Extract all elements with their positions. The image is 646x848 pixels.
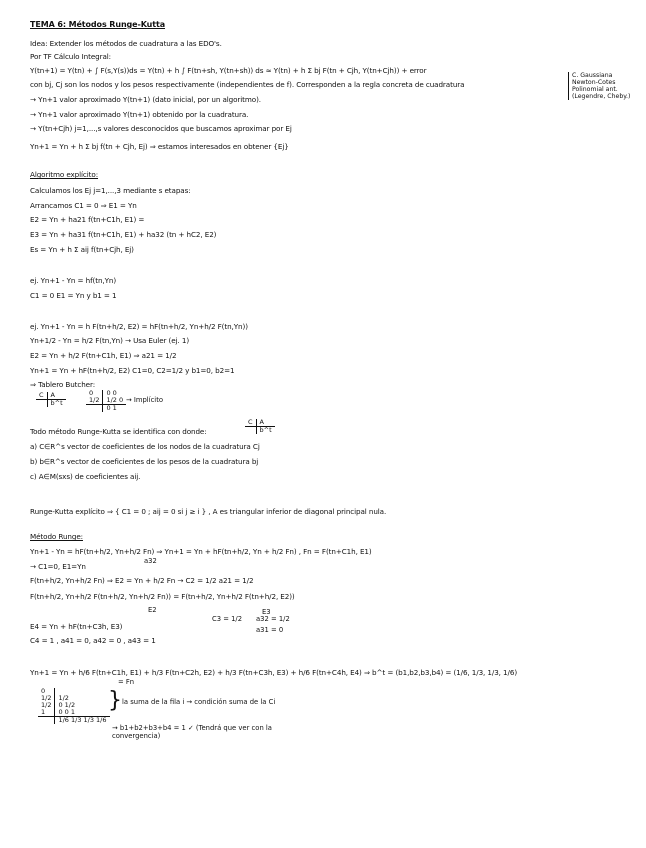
annot-a31v: a31 = 0 xyxy=(256,626,284,634)
note-line: con bj, Cj son los nodos y los pesos respectivamente (independientes de f). Corresponden a la regla concreta de cuadratura xyxy=(30,80,465,89)
note-line: E4 = Yn + hF(tn+C3h, E3) xyxy=(30,622,123,631)
tableau-bt: b^t xyxy=(256,427,275,435)
butcher-tableau-generic-2 xyxy=(245,419,275,434)
note-line: ⇒ Tablero Butcher: xyxy=(30,380,96,389)
annot-c3: C3 = 1/2 xyxy=(212,615,243,623)
rk4-sum-note: la suma de la fila i → condición suma de la Ci xyxy=(122,698,276,706)
tableau-cell: 0 1 xyxy=(103,405,126,413)
note-line: Todo método Runge-Kutta se identifica con donde: xyxy=(30,427,207,436)
note-line: Y(tn+1) = Y(tn) + ∫ F(s,Y(s))ds = Y(tn) + h ∫ F(tn+sh, Y(tn+sh)) ds ≈ Y(tn) + h Σ bj F(tn + Cjh, Y(tn+Cjh)) + error xyxy=(30,66,427,75)
note-line: E3 = Yn + ha31 f(tn+C1h, E1) + ha32 (tn + hC2, E2) xyxy=(30,230,217,239)
note-line: ej. Yn+1 - Yn = hf(tn,Yn) xyxy=(30,276,117,285)
tableau-cell: 0 xyxy=(86,390,103,397)
tableau-cell: 1/2 xyxy=(86,397,103,405)
annot-e2: E2 xyxy=(148,606,157,614)
butcher-tableau-example xyxy=(86,390,126,412)
note-line: Yn+1/2 - Yn = h/2 F(tn,Yn) → Usa Euler (ej. 1) xyxy=(30,336,190,345)
note-line: → Yn+1 valor aproximado Y(tn+1) obtenido por la cuadratura. xyxy=(30,110,249,119)
tableau-cell: 0 0 xyxy=(106,389,117,397)
note-line: Idea: Extender los métodos de cuadratura a las EDO's. xyxy=(30,39,222,48)
brace-symbol: } xyxy=(108,688,122,713)
note-line: c) A∈M(sxs) de coeficientes aij. xyxy=(30,472,141,481)
implicit-note: → Implícito xyxy=(126,396,164,404)
note-line: E2 = Yn + h/2 F(tn+C1h, E1) ⇒ a21 = 1/2 xyxy=(30,351,177,360)
tableau-c: C xyxy=(245,419,256,427)
tableau-a: A xyxy=(50,391,55,399)
tableau-cell: 0 1/2 xyxy=(58,701,76,709)
note-line: b) b∈R^s vector de coeficientes de los pesos de la cuadratura bj xyxy=(30,457,259,466)
note-line: Yn+1 = Yn + hF(tn+h/2, E2) C1=0, C2=1/2 y b1=0, b2=1 xyxy=(30,366,235,375)
annot-a32: a32 xyxy=(144,557,157,565)
note-line: → Yn+1 valor aproximado Y(tn+1) (dato inicial, por un algoritmo). xyxy=(30,95,261,104)
note-line: Por TF Cálculo Integral: xyxy=(30,52,111,61)
tableau-cell: 1/6 1/3 1/3 1/6 xyxy=(55,717,110,725)
note-line: Yn+1 - Yn = hF(tn+h/2, Yn+h/2 Fn) ⇒ Yn+1 = Yn + hF(tn+h/2, Yn + h/2 Fn) , Fn = F(tn+C1h, E1) xyxy=(30,547,372,556)
section-heading: Método Runge: xyxy=(30,532,83,541)
page-title: TEMA 6: Métodos Runge-Kutta xyxy=(30,20,166,29)
note-line: Yn+1 = Yn + h Σ bj f(tn + Cjh, Ej) ⇒ estamos interesados en obtener {Ej} xyxy=(30,142,289,151)
side-note-item: C. Gaussiana xyxy=(572,72,613,79)
tableau-c: C xyxy=(36,392,47,400)
tableau-cell: 1/2 0 xyxy=(106,396,124,404)
tableau-cell: 1/2 xyxy=(38,695,55,702)
note-line: → Y(tn+Cjh) j=1,...,s valores desconocidos que buscamos aproximar por Ej xyxy=(30,124,292,133)
note-line: E2 = Yn + ha21 f(tn+C1h, E1) = xyxy=(30,215,145,224)
note-line: Es = Yn + h Σ aij f(tn+Cjh, Ej) xyxy=(30,245,134,254)
annot-a32v: a32 = 1/2 xyxy=(256,615,290,623)
butcher-tableau-generic xyxy=(36,392,66,407)
tableau-bt: b^t xyxy=(47,400,66,408)
tableau-cell: 1/2 xyxy=(38,702,55,709)
side-note-item: (Legendre, Cheby.) xyxy=(572,93,631,100)
note-line: ej. Yn+1 - Yn = h F(tn+h/2, E2) = hF(tn+h/2, Yn+h/2 F(tn,Yn)) xyxy=(30,322,248,331)
tableau-cell: 0 xyxy=(38,688,55,695)
note-line: C4 = 1 , a41 = 0, a42 = 0 , a43 = 1 xyxy=(30,636,156,645)
tableau-a: A xyxy=(259,418,264,426)
note-line: Arrancamos C1 = 0 ⇒ E1 = Yn xyxy=(30,201,137,210)
note-line: a) C∈R^s vector de coeficientes de los nodos de la cuadratura Cj xyxy=(30,442,260,451)
side-note xyxy=(568,72,630,100)
side-note-item: Newton-Cotes xyxy=(572,79,616,86)
tableau-cell: 1/2 xyxy=(58,694,69,702)
note-line: F(tn+h/2, Yn+h/2 Fn) ⇒ E2 = Yn + h/2 Fn → C2 = 1/2 a21 = 1/2 xyxy=(30,576,254,585)
annot-fn: = Fn xyxy=(118,678,135,686)
note-line: C1 = 0 E1 = Yn y b1 = 1 xyxy=(30,291,117,300)
note-line: Yn+1 = Yn + h/6 F(tn+C1h, E1) + h/3 F(tn+C2h, E2) + h/3 F(tn+C3h, E3) + h/6 F(tn+C4h, E4) ⇒ b^t = (b1,b2,b3,b4) = (1/6, 1/3, 1/3, 1/6) xyxy=(30,668,518,677)
note-line: Calculamos los Ej j=1,...,3 mediante s etapas: xyxy=(30,186,191,195)
tableau-cell: 0 0 1 xyxy=(58,708,76,716)
rk4-b-note: → b1+b2+b3+b4 = 1 ✓ (Tendrá que ver con la convergencia) xyxy=(112,724,272,740)
section-heading: Algoritmo explícito: xyxy=(30,170,99,179)
note-line: Runge-Kutta explícito ⇒ { C1 = 0 ; aij = 0 si j ≥ i } , A es triangular inferior de diagonal principal nula. xyxy=(30,507,387,516)
annot-e3: E3 xyxy=(262,608,271,616)
rk4-tableau xyxy=(38,688,110,724)
side-note-item: Polinomial ant. xyxy=(572,86,618,93)
tableau-cell: 1 xyxy=(38,709,55,717)
note-line: F(tn+h/2, Yn+h/2 F(tn+h/2, Yn+h/2 Fn)) = F(tn+h/2, Yn+h/2 F(tn+h/2, E2)) xyxy=(30,592,295,601)
note-line: → C1=0, E1=Yn xyxy=(30,562,86,571)
